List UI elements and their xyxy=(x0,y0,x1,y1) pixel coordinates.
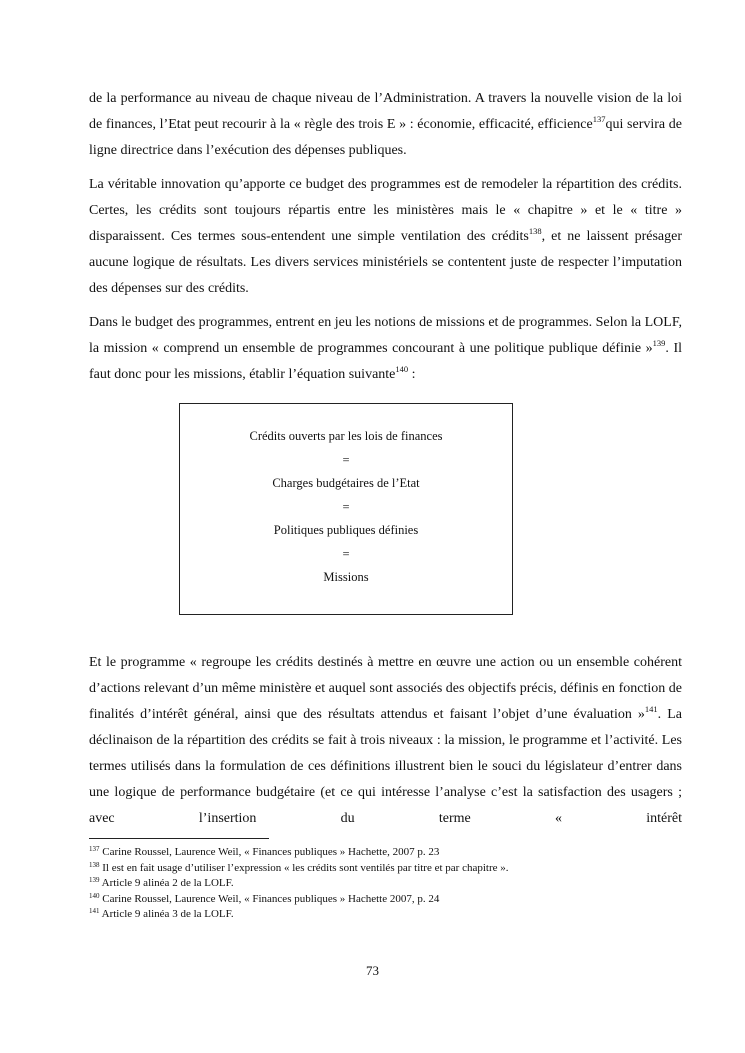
footnotes xyxy=(89,845,682,923)
footnote-ref-137[interactable]: 137 xyxy=(592,114,606,124)
paragraph-performance xyxy=(89,86,682,164)
paragraph-text: Dans le budget des programmes, entrent en jeu les notions de missions et de programmes. Selon la LOLF, la mission « comprend un ensemble de programmes concourant à une politique publique définie » xyxy=(89,315,682,356)
footnote-text: Il est en fait usage d’utiliser l’expression « les crédits sont ventilés par titre et par chapitre ». xyxy=(99,861,509,874)
footnote-number: 140 xyxy=(89,891,100,900)
footnote-139 xyxy=(89,876,682,892)
paragraph-missions xyxy=(89,310,682,388)
footnote-text: Carine Roussel, Laurence Weil, « Finances publiques » Hachette 2007, p. 24 xyxy=(99,892,440,905)
paragraph-text: La véritable innovation qu’apporte ce budget des programmes est de remodeler la répartition des crédits. Certes, les crédits sont toujours répartis entre les ministères mais le « chapitre » et le « titre » disparaissent. Ces termes sous-entendent une simple ventilation des crédits xyxy=(89,177,682,244)
paragraph-text: qui servira de ligne directrice dans l’exécution des dépenses publiques. xyxy=(89,117,682,158)
paragraph-text: . Il faut donc pour les missions, établir l’équation suivante xyxy=(89,341,682,382)
after-box-section xyxy=(89,650,682,832)
equation-box xyxy=(179,403,513,615)
paragraph-text: , et ne laissent présager aucune logique de résultats. Les divers services ministériels se contentent juste de respecter l’imputation des dépenses sur des crédits. xyxy=(89,229,683,296)
footnote-number: 141 xyxy=(89,907,100,915)
footnote-ref-138[interactable]: 138 xyxy=(528,226,542,236)
page-body xyxy=(89,86,683,826)
footnote-text: Carine Roussel, Laurence Weil, « Finances publiques » Hachette, 2007 p. 23 xyxy=(99,846,440,858)
equals-sign: = xyxy=(342,546,350,561)
paragraph-text: Et le programme « regroupe les crédits destinés à mettre en œuvre une action ou un ensemble cohérent d’actions relevant d’un même ministère et auquel sont associés des objectifs précis, définis en fonction de finalités d’intérêt général, ainsi que des résultats attendus et faisant l’objet d’une évaluation » xyxy=(89,655,682,722)
equation-line: Crédits ouverts par les lois de finances xyxy=(249,429,443,443)
paragraph-programme xyxy=(89,650,682,832)
footnote-140 xyxy=(89,892,682,908)
footnote-number: 138 xyxy=(89,860,100,869)
footnote-138 xyxy=(89,861,682,877)
footnote-137 xyxy=(89,845,682,861)
equation-line: Missions xyxy=(323,570,369,584)
footnote-text: Article 9 alinéa 2 de la LOLF. xyxy=(99,877,234,889)
equals-sign: = xyxy=(342,499,350,514)
paragraph-innovation xyxy=(89,172,682,302)
footnote-number: 137 xyxy=(89,845,100,853)
paragraph-text: de la performance au niveau de chaque niveau de l’Administration. A travers la nouvelle vision de la loi de finances, l’Etat peut recourir à la « règle des trois E » : économie, efficacité, efficience xyxy=(89,91,682,132)
footnote-text: Article 9 alinéa 3 de la LOLF. xyxy=(99,908,234,920)
page-number: 73 xyxy=(366,963,379,978)
equation-line: Politiques publiques définies xyxy=(273,523,419,537)
paragraph-text: . La déclinaison de la répartition des crédits se fait à trois niveaux : la mission, le programme et l’activité. Les termes utilisés dans la formulation de ces définitions illustrent bien le souci du législateur d’entrer dans une logique de performance budgétaire (et ce qui intéresse l’analyse c’est la satisfaction des usagers ; avec l’insertion du terme « intérêt xyxy=(89,707,682,826)
paragraph-text: : xyxy=(408,367,416,382)
footnote-ref-139[interactable]: 139 xyxy=(652,338,666,348)
footnote-ref-140[interactable]: 140 xyxy=(395,364,409,374)
footnote-separator xyxy=(89,838,269,839)
equation-line: Charges budgétaires de l’Etat xyxy=(272,476,420,490)
footnote-number: 139 xyxy=(89,876,100,884)
footnote-ref-141[interactable]: 141 xyxy=(644,704,658,714)
footnote-141 xyxy=(89,907,682,923)
equals-sign: = xyxy=(342,452,350,467)
